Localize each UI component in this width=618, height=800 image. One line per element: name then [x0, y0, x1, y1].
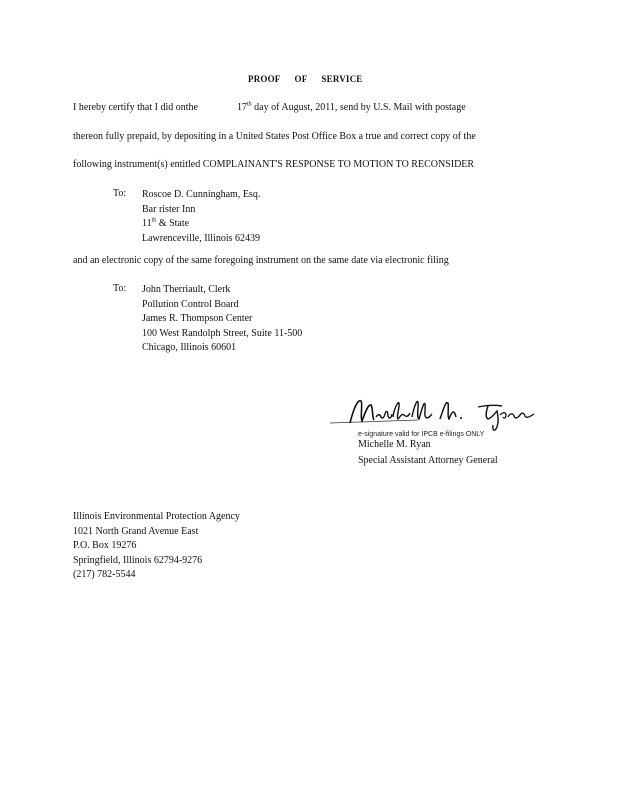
electronic-filing-line: and an electronic copy of the same foregoing instrument on the same date via electronic filing	[73, 255, 449, 266]
recipient-1-line2: Bar rister Inn	[142, 203, 196, 215]
recipient-1-name: Roscoe D. Cunningham, Esq.	[142, 189, 261, 200]
recipient-1-line3	[142, 217, 260, 232]
paragraph-line-1	[73, 102, 548, 113]
street-number: 11	[142, 218, 152, 229]
agency-po-box: P.O. Box 19276	[73, 540, 137, 551]
recipient-2-city: Chicago, Illinois 60601	[142, 342, 237, 353]
signer-block	[358, 438, 498, 468]
line1-end: day of August, 2011, send by U.S. Mail with postage	[254, 102, 466, 113]
street-rest: & State	[156, 218, 190, 229]
line1-start: I hereby certify that I did onthe	[73, 102, 198, 113]
signer-title: Special Assistant Attorney General	[358, 454, 498, 466]
agency-street: 1021 North Grand Avenue East	[73, 525, 199, 537]
agency-phone: (217) 782-5544	[73, 569, 136, 580]
to-label-1: To:	[113, 188, 127, 199]
agency-name: Illinois Environmental Protection Agency	[73, 511, 240, 522]
line1-day: 17	[236, 102, 247, 113]
agency-address	[73, 510, 240, 583]
title-word-of: OF	[294, 74, 308, 84]
signer-name: Michelle M. Ryan	[358, 439, 431, 450]
to-label-2: To:	[113, 283, 127, 294]
signature-validity-note: e-signature valid for IPCB e-filings ONLY	[358, 431, 485, 438]
street-suffix: th	[151, 217, 157, 224]
recipient-2-line2: Pollution Control Board	[142, 298, 239, 310]
recipient-1-city: Lawrenceville, Illinois 62439	[142, 232, 261, 244]
paragraph-line-2: thereon fully prepaid, by depositing in a United States Post Office Box a true and correct copy of the	[73, 131, 476, 142]
document-title	[248, 74, 363, 84]
line1-day-suffix: th	[246, 101, 252, 108]
paragraph-line-3: following instrument(s) entitled COMPLAINANT'S RESPONSE TO MOTION TO RECONSIDER	[73, 159, 475, 170]
recipient-2-line3: James R. Thompson Center	[142, 313, 253, 324]
title-word-proof: PROOF	[248, 74, 281, 84]
recipient-1-address	[142, 188, 260, 246]
recipient-2-line4: 100 West Randolph Street, Suite 11-500	[142, 327, 303, 339]
title-word-service: SERVICE	[321, 74, 363, 84]
recipient-2-name: John Therriault, Clerk	[142, 284, 231, 295]
recipient-2-address	[142, 283, 302, 356]
agency-city: Springfield, Illinois 62794-9276	[73, 554, 203, 566]
